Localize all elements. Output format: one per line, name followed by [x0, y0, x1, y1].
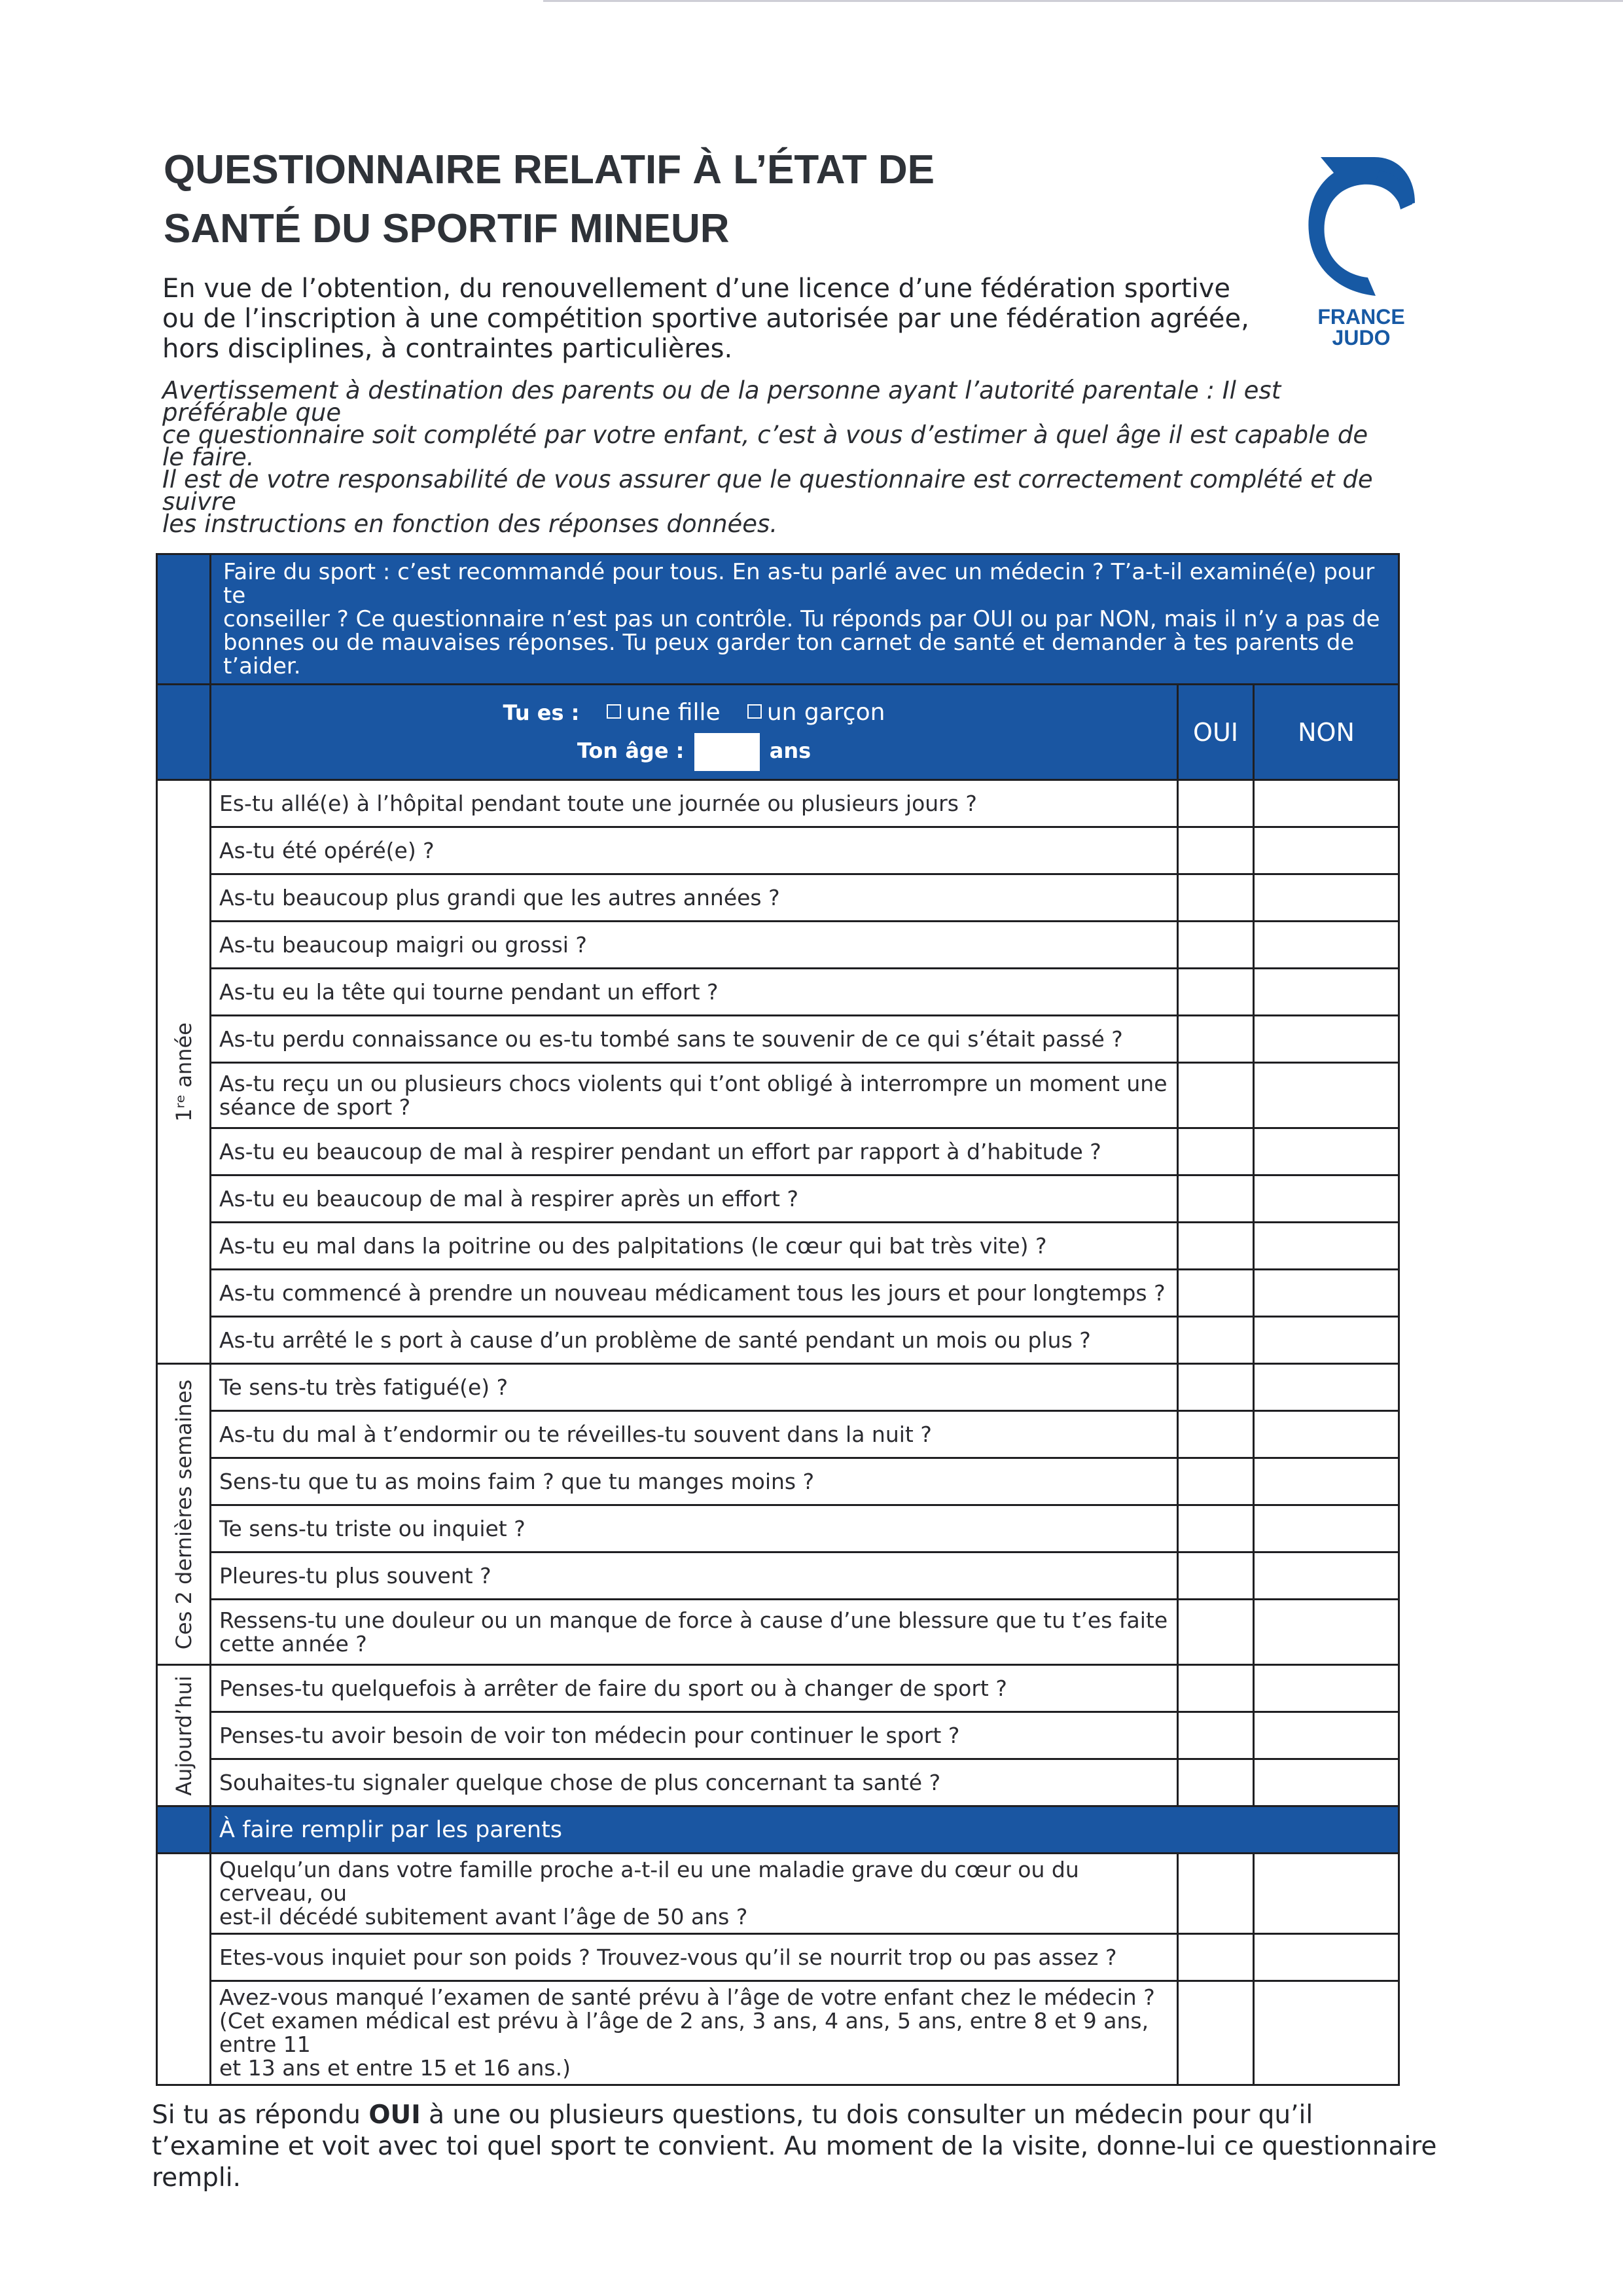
- question-text: As-tu eu beaucoup de mal à respirer après un effort ?: [211, 1175, 1178, 1223]
- warning-line: Avertissement à destination des parents ou de la personne ayant l’autorité parentale : Il est préférable que: [162, 376, 1281, 427]
- oui-answer-cell[interactable]: [1178, 1981, 1254, 2085]
- oui-answer-cell[interactable]: [1178, 1411, 1254, 1458]
- non-answer-cell[interactable]: [1254, 780, 1399, 827]
- question-text: [211, 1063, 1178, 1128]
- question-text: As-tu eu beaucoup de mal à respirer pendant un effort par rapport à d’habitude ?: [211, 1128, 1178, 1175]
- oui-answer-cell[interactable]: [1178, 1854, 1254, 1934]
- question-text: As-tu beaucoup maigri ou grossi ?: [211, 922, 1178, 969]
- question-text: As-tu eu mal dans la poitrine ou des palpitations (le cœur qui bat très vite) ?: [211, 1223, 1178, 1270]
- question-text: Penses-tu avoir besoin de voir ton médecin pour continuer le sport ?: [211, 1712, 1178, 1759]
- identity-cell: [211, 685, 1178, 780]
- non-answer-cell[interactable]: [1254, 1712, 1399, 1759]
- intro-line: hors disciplines, à contraintes particulières.: [162, 334, 733, 364]
- question-text: Es-tu allé(e) à l’hôpital pendant toute une journée ou plusieurs jours ?: [211, 780, 1178, 827]
- gender-line: [211, 694, 1177, 732]
- question-text: Souhaites-tu signaler quelque chose de plus concernant ta santé ?: [211, 1759, 1178, 1806]
- section-label: Ces 2 dernières semaines: [171, 1379, 196, 1649]
- non-answer-cell[interactable]: [1254, 1175, 1399, 1223]
- non-answer-cell[interactable]: [1254, 1552, 1399, 1600]
- question-row: [157, 1411, 1399, 1458]
- oui-answer-cell[interactable]: [1178, 1665, 1254, 1712]
- footer-bold-oui: OUI: [368, 2100, 421, 2130]
- non-answer-cell[interactable]: [1254, 1364, 1399, 1411]
- question-line: cette année ?: [219, 1630, 367, 1657]
- question-text: Penses-tu quelquefois à arrêter de faire du sport ou à changer de sport ?: [211, 1665, 1178, 1712]
- age-input[interactable]: [694, 733, 760, 771]
- oui-header: OUI: [1178, 685, 1254, 780]
- non-answer-cell[interactable]: [1254, 922, 1399, 969]
- non-answer-cell[interactable]: [1254, 1934, 1399, 1981]
- title-line: QUESTIONNAIRE RELATIF À L’ÉTAT DE: [164, 147, 935, 192]
- age-line: [211, 732, 1177, 771]
- non-answer-cell[interactable]: [1254, 1854, 1399, 1934]
- question-text: [211, 1600, 1178, 1665]
- page-title: [164, 141, 1145, 259]
- question-text: [211, 1981, 1178, 2085]
- parents-header-row: [157, 1806, 1399, 1854]
- non-answer-cell[interactable]: [1254, 827, 1399, 874]
- oui-answer-cell[interactable]: [1178, 1317, 1254, 1364]
- oui-answer-cell[interactable]: [1178, 922, 1254, 969]
- question-text: As-tu beaucoup plus grandi que les autres années ?: [211, 874, 1178, 922]
- question-text: Etes-vous inquiet pour son poids ? Trouvez-vous qu’il se nourrit trop ou pas assez ?: [211, 1934, 1178, 1981]
- non-answer-cell[interactable]: [1254, 1458, 1399, 1505]
- band-side-cell: [157, 1806, 211, 1854]
- question-row: [157, 780, 1399, 827]
- option-girl-label: une fille: [626, 698, 721, 726]
- question-line: est-il décédé subitement avant l’âge de 50 ans ?: [219, 1904, 748, 1929]
- question-text: As-tu du mal à t’endormir ou te réveilles-tu souvent dans la nuit ?: [211, 1411, 1178, 1458]
- band-side-cell: [157, 554, 211, 685]
- question-row: [157, 1063, 1399, 1128]
- oui-answer-cell[interactable]: [1178, 1600, 1254, 1665]
- option-boy[interactable]: [747, 699, 885, 726]
- oui-answer-cell[interactable]: [1178, 969, 1254, 1016]
- checkbox-icon[interactable]: [747, 704, 762, 719]
- question-row: [157, 969, 1399, 1016]
- non-answer-cell[interactable]: [1254, 1759, 1399, 1806]
- warning-line: Il est de votre responsabilité de vous assurer que le questionnaire est correctement complété et de suivre: [162, 465, 1373, 516]
- intro-paragraph: [162, 274, 1275, 364]
- non-answer-cell[interactable]: [1254, 969, 1399, 1016]
- logo-text: [1302, 306, 1420, 348]
- question-row: [157, 1175, 1399, 1223]
- non-header: NON: [1254, 685, 1399, 780]
- logo-text-line: JUDO: [1332, 326, 1391, 350]
- question-text: As-tu commencé à prendre un nouveau médicament tous les jours et pour longtemps ?: [211, 1270, 1178, 1317]
- oui-answer-cell[interactable]: [1178, 1712, 1254, 1759]
- question-row: [157, 1712, 1399, 1759]
- oui-answer-cell[interactable]: [1178, 1934, 1254, 1981]
- logo-text-line: FRANCE: [1317, 305, 1405, 329]
- parents-header: À faire remplir par les parents: [211, 1806, 1399, 1854]
- question-row: [157, 1759, 1399, 1806]
- question-row: [157, 1016, 1399, 1063]
- non-answer-cell[interactable]: [1254, 1505, 1399, 1552]
- oui-answer-cell[interactable]: [1178, 1458, 1254, 1505]
- section-label: Aujourd’hui: [171, 1675, 196, 1796]
- question-line: séance de sport ?: [219, 1094, 411, 1120]
- oui-answer-cell[interactable]: [1178, 1552, 1254, 1600]
- non-answer-cell[interactable]: [1254, 1981, 1399, 2085]
- question-text: Pleures-tu plus souvent ?: [211, 1552, 1178, 1600]
- age-label: Ton âge :: [577, 738, 685, 763]
- section-label-cell: [157, 1854, 211, 2085]
- oui-answer-cell[interactable]: [1178, 874, 1254, 922]
- health-questionnaire-table: [156, 553, 1400, 2086]
- question-line: Ressens-tu une douleur ou un manque de force à cause d’une blessure que tu t’es faite: [219, 1607, 1168, 1633]
- question-row: [157, 922, 1399, 969]
- question-row: [157, 1317, 1399, 1364]
- oui-answer-cell[interactable]: [1178, 1175, 1254, 1223]
- intro-text-line: bonnes ou de mauvaises réponses. Tu peux garder ton carnet de santé et demander à tes parents de t’aider.: [223, 630, 1355, 679]
- footer-note: [152, 2100, 1448, 2194]
- oui-answer-cell[interactable]: [1178, 827, 1254, 874]
- intro-text-line: Faire du sport : c’est recommandé pour tous. En as-tu parlé avec un médecin ? T’a-t-il examiné(e) pour te: [223, 559, 1375, 609]
- option-girl[interactable]: [607, 699, 721, 726]
- section-label: 1ʳᵉ année: [171, 1022, 196, 1122]
- non-answer-cell[interactable]: [1254, 1665, 1399, 1712]
- question-row: [157, 1934, 1399, 1981]
- identity-row: [157, 685, 1399, 780]
- question-line: et 13 ans et entre 15 et 16 ans.): [219, 2055, 571, 2081]
- non-answer-cell[interactable]: [1254, 1411, 1399, 1458]
- judo-wave-icon: [1302, 144, 1420, 301]
- oui-answer-cell[interactable]: [1178, 1759, 1254, 1806]
- gender-label: Tu es :: [503, 700, 580, 725]
- question-text: As-tu arrêté le s port à cause d’un problème de santé pendant un mois ou plus ?: [211, 1317, 1178, 1364]
- intro-line: ou de l’inscription à une compétition sportive autorisée par une fédération agréée,: [162, 304, 1249, 334]
- question-row: [157, 1458, 1399, 1505]
- oui-answer-cell[interactable]: [1178, 1505, 1254, 1552]
- non-answer-cell[interactable]: [1254, 1270, 1399, 1317]
- question-text: Te sens-tu très fatigué(e) ?: [211, 1364, 1178, 1411]
- band-side-cell: [157, 685, 211, 780]
- non-answer-cell[interactable]: [1254, 1600, 1399, 1665]
- age-unit: ans: [769, 738, 812, 763]
- option-boy-label: un garçon: [766, 698, 885, 726]
- question-row: [157, 1223, 1399, 1270]
- non-answer-cell[interactable]: [1254, 1128, 1399, 1175]
- non-answer-cell[interactable]: [1254, 874, 1399, 922]
- question-row: [157, 1505, 1399, 1552]
- section-label-cell: [157, 780, 211, 1364]
- question-line: (Cet examen médical est prévu à l’âge de 2 ans, 3 ans, 4 ans, 5 ans, entre 8 et 9 ans, entre 11: [219, 2008, 1149, 2057]
- non-answer-cell[interactable]: [1254, 1223, 1399, 1270]
- question-text: As-tu eu la tête qui tourne pendant un effort ?: [211, 969, 1178, 1016]
- question-line: Quelqu’un dans votre famille proche a-t-il eu une maladie grave du cœur ou du cerveau, ou: [219, 1857, 1079, 1906]
- question-row: [157, 1270, 1399, 1317]
- question-text: As-tu perdu connaissance ou es-tu tombé sans te souvenir de ce qui s’était passé ?: [211, 1016, 1178, 1063]
- table-intro-text: [211, 554, 1399, 685]
- intro-text-line: conseiller ? Ce questionnaire n’est pas un contrôle. Tu réponds par OUI ou par NON, mais il n’y a pas de: [223, 606, 1380, 632]
- question-row: [157, 1128, 1399, 1175]
- intro-line: En vue de l’obtention, du renouvellement d’une licence d’une fédération sportive: [162, 274, 1231, 304]
- question-text: Sens-tu que tu as moins faim ? que tu manges moins ?: [211, 1458, 1178, 1505]
- question-row: [157, 1600, 1399, 1665]
- warning-line: ce questionnaire soit complété par votre enfant, c’est à vous d’estimer à quel âge il est capable de le faire.: [162, 421, 1368, 471]
- question-row: [157, 1981, 1399, 2085]
- question-row: [157, 1665, 1399, 1712]
- question-row: [157, 827, 1399, 874]
- question-line: As-tu reçu un ou plusieurs chocs violents qui t’ont obligé à interrompre un moment une: [219, 1070, 1168, 1096]
- oui-answer-cell[interactable]: [1178, 1016, 1254, 1063]
- france-judo-logo: [1302, 144, 1420, 353]
- question-line: Avez-vous manqué l’examen de santé prévu à l’âge de votre enfant chez le médecin ?: [219, 1984, 1155, 2010]
- parent-warning: [162, 376, 1380, 538]
- oui-answer-cell[interactable]: [1178, 1270, 1254, 1317]
- table-intro-row: [157, 554, 1399, 685]
- question-row: [157, 1364, 1399, 1411]
- footer-text: à une ou plusieurs questions, tu dois consulter un médecin pour qu’il t’examine et voit avec toi quel sport te convient. Au moment de la visite, donne-lui ce questionnaire rempli.: [152, 2100, 1437, 2193]
- warning-line: les instructions en fonction des réponses données.: [162, 510, 778, 538]
- question-text: [211, 1854, 1178, 1934]
- non-answer-cell[interactable]: [1254, 1063, 1399, 1128]
- oui-answer-cell[interactable]: [1178, 1364, 1254, 1411]
- footer-text: Si tu as répondu: [152, 2100, 369, 2130]
- section-label-cell: [157, 1665, 211, 1806]
- oui-answer-cell[interactable]: [1178, 1063, 1254, 1128]
- question-text: As-tu été opéré(e) ?: [211, 827, 1178, 874]
- non-answer-cell[interactable]: [1254, 1317, 1399, 1364]
- scan-edge-line: [543, 0, 1623, 2]
- non-answer-cell[interactable]: [1254, 1016, 1399, 1063]
- question-row: [157, 1854, 1399, 1934]
- question-text: Te sens-tu triste ou inquiet ?: [211, 1505, 1178, 1552]
- question-row: [157, 874, 1399, 922]
- checkbox-icon[interactable]: [607, 704, 621, 719]
- question-row: [157, 1552, 1399, 1600]
- title-line: SANTÉ DU SPORTIF MINEUR: [164, 206, 730, 251]
- oui-answer-cell[interactable]: [1178, 780, 1254, 827]
- oui-answer-cell[interactable]: [1178, 1128, 1254, 1175]
- oui-answer-cell[interactable]: [1178, 1223, 1254, 1270]
- section-label-cell: [157, 1364, 211, 1665]
